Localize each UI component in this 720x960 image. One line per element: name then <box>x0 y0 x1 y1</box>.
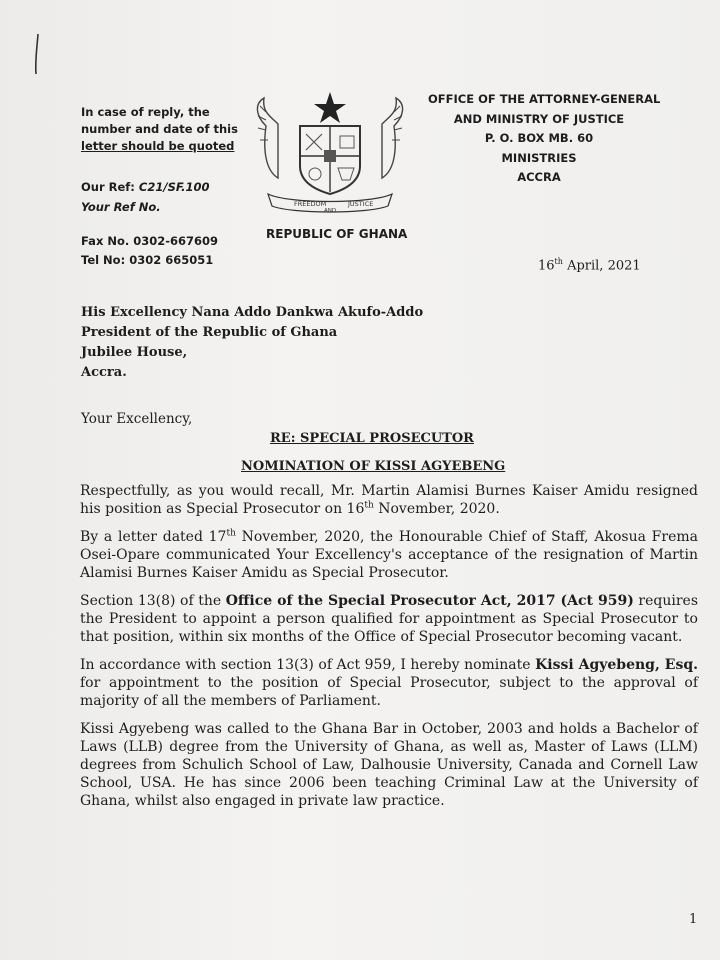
addressee-line: Accra. <box>81 365 127 380</box>
salutation: Your Excellency, <box>81 411 193 427</box>
paragraph <box>80 482 698 518</box>
superscript: th <box>364 500 374 511</box>
date-day: 16 <box>538 258 555 274</box>
letter-date <box>538 257 641 273</box>
addressee-line: Jubilee House, <box>81 345 188 360</box>
crest-motto-left: FREEDOM <box>294 200 327 208</box>
tel-number: Tel No: 0302 665051 <box>81 253 214 267</box>
paragraph-text: November, 2020, the Honourable Chief of Staff, Akosua Frema Osei-Opare communicated Your Excellency's acceptance of the resignation of Martin Alamisi Burnes Kaiser Amidu as Special Prosecutor. <box>80 529 698 581</box>
office-line: OFFICE OF THE ATTORNEY-GENERAL <box>428 92 661 106</box>
contact-block <box>81 232 218 270</box>
letter-body <box>80 482 698 820</box>
office-line: MINISTRIES <box>501 150 577 165</box>
nominee-name: Kissi Agyebeng, Esq. <box>535 657 698 673</box>
subject-title: RE: SPECIAL PROSECUTOR <box>270 431 474 446</box>
paragraph: Kissi Agyebeng was called to the Ghana Bar in October, 2003 and holds a Bachelor of Laws (LLB) degree from the University of Ghana, as well as, Master of Laws (LLM) degrees from Schulich School of Law, Dalhousie University, Canada and Cornell Law School, USA. He has since 2006 been teaching Criminal Law at the University of Ghana, whilst also engaged in private law practice. <box>80 721 698 809</box>
date-suffix: th <box>554 257 563 266</box>
office-address <box>428 90 661 188</box>
office-line: P. O. BOX MB. 60 <box>484 131 594 145</box>
your-ref-label: Your Ref No. <box>81 200 161 214</box>
addressee-line: President of the Republic of Ghana <box>81 325 338 340</box>
act-title: Office of the Special Prosecutor Act, 2017 (Act 959) <box>225 593 634 609</box>
paragraph <box>80 528 698 582</box>
crest-motto-right: JUSTICE <box>348 200 374 208</box>
paragraph-text: requires the President to appoint a person qualified for appointment as Special Prosecutor to that position, within six months of the Office of Special Prosecutor becoming vacant. <box>80 593 699 645</box>
reply-note-line: In case of reply, the <box>81 105 210 119</box>
reply-note-line: letter should be quoted <box>81 139 235 153</box>
paragraph <box>80 656 698 710</box>
office-line: ACCRA <box>517 170 561 184</box>
paragraph-text: In accordance with section 13(3) of Act 959, I hereby nominate <box>80 657 536 673</box>
superscript: th <box>226 528 236 539</box>
addressee-block <box>81 303 423 383</box>
addressee-line: His Excellency Nana Addo Dankwa Akufo-Addo <box>81 305 424 320</box>
reply-note <box>81 104 251 155</box>
coat-of-arms-emblem <box>248 86 412 218</box>
reply-note-line: number and date of this <box>81 122 238 136</box>
paragraph-text: Section 13(8) of the <box>80 593 226 609</box>
republic-label: REPUBLIC OF GHANA <box>266 227 408 241</box>
paragraph-text: for appointment to the position of Special Prosecutor, subject to the approval of majority of all the members of Parliament. <box>80 675 698 709</box>
our-ref-label: Our Ref: <box>81 180 135 194</box>
office-line: AND MINISTRY OF JUSTICE <box>453 111 625 126</box>
our-ref-value: C21/SF.100 <box>138 180 210 194</box>
date-rest: April, 2021 <box>567 258 641 274</box>
pen-mark <box>30 30 44 80</box>
reference-block <box>81 177 210 217</box>
page-number: 1 <box>689 912 698 927</box>
nomination-title: NOMINATION OF KISSI AGYEBENG <box>241 459 506 474</box>
fax-number: Fax No. 0302-667609 <box>81 234 219 248</box>
paragraph-text: November, 2020. <box>373 501 500 517</box>
paragraph-text: Respectfully, as you would recall, Mr. Martin Alamisi Burnes Kaiser Amidu resigned his position as Special Prosecutor on 16 <box>80 483 698 517</box>
crest-motto-center: AND <box>324 208 337 214</box>
paragraph <box>80 592 698 646</box>
paragraph-text: By a letter dated 17 <box>80 529 227 545</box>
